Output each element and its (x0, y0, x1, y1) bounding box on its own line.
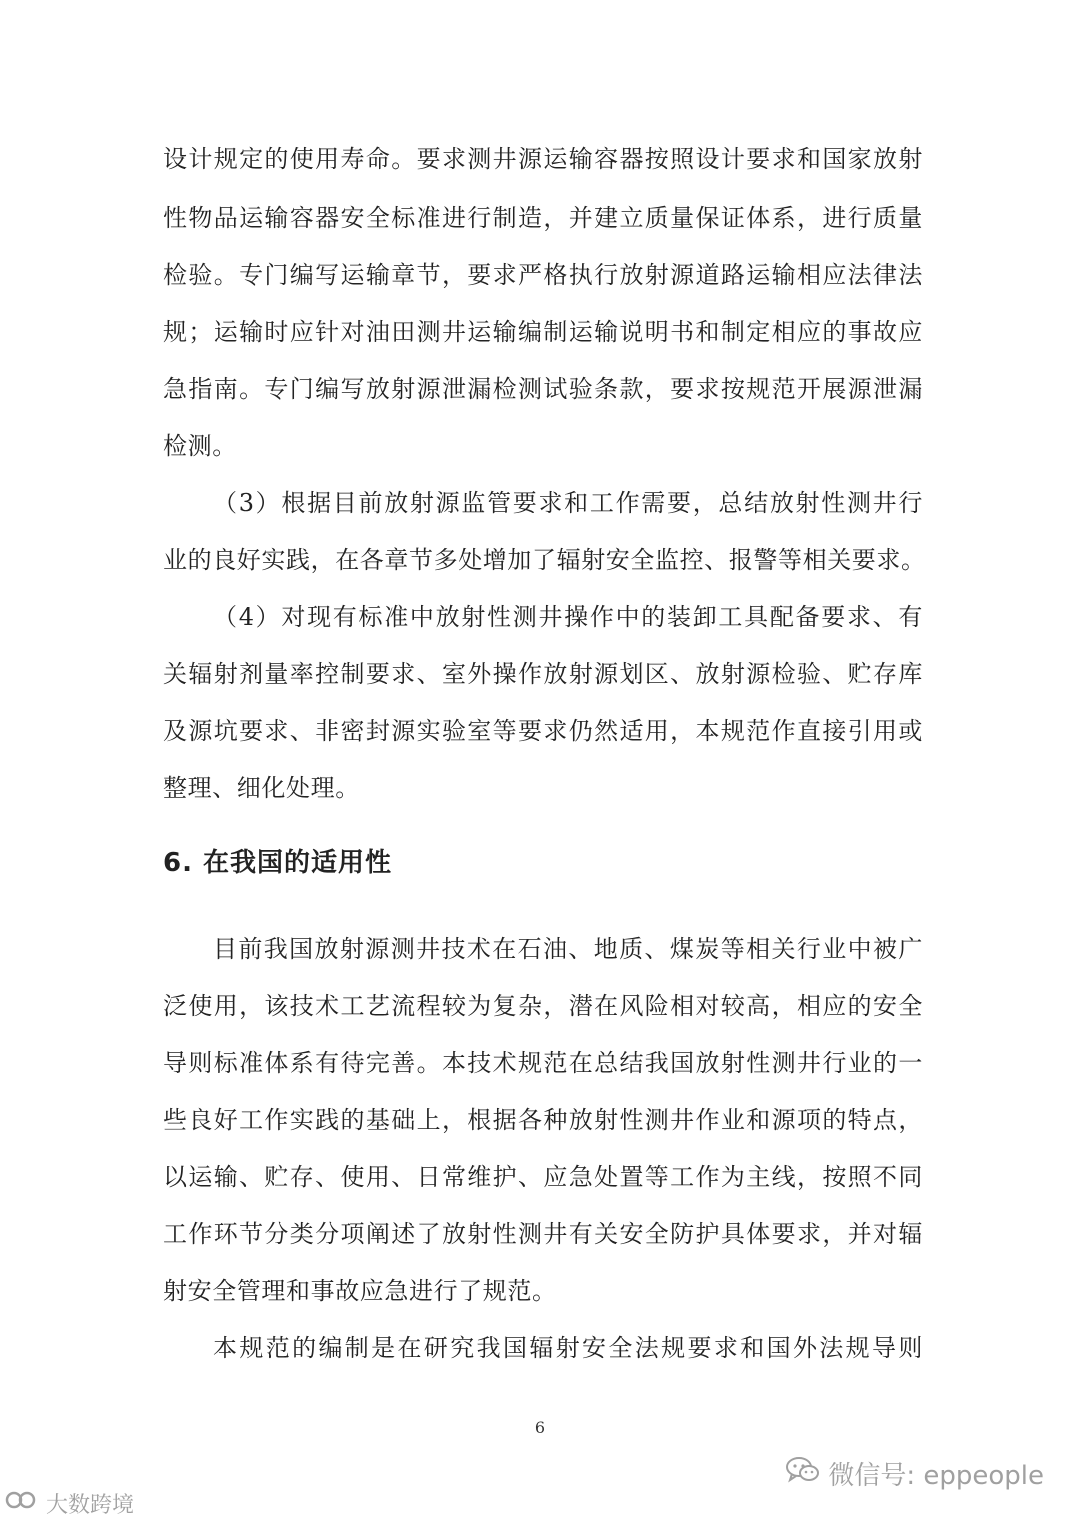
wechat-icon (786, 1456, 820, 1491)
paragraph-line: 以运输、贮存、使用、日常维护、应急处置等工作为主线，按照不同 (163, 1163, 923, 1191)
paragraph-line: 些良好工作实践的基础上，根据各种放射性测井作业和源项的特点， (163, 1106, 923, 1134)
section-heading: 6. 在我国的适用性 (163, 848, 393, 878)
paragraph-line: 业的良好实践，在各章节多处增加了辐射安全监控、报警等相关要求。 (163, 546, 926, 574)
paragraph-line: 设计规定的使用寿命。要求测井源运输容器按照设计要求和国家放射 (163, 145, 923, 173)
page-number: 6 (534, 1418, 546, 1437)
paragraph-line: 工作环节分类分项阐述了放射性测井有关安全防护具体要求，并对辐 (163, 1220, 923, 1248)
paragraph-line: 规；运输时应针对油田测井运输编制运输说明书和制定相应的事故应 (163, 318, 923, 346)
paragraph-line: 射安全管理和事故应急进行了规范。 (163, 1277, 557, 1305)
brand-logo-icon (4, 1487, 38, 1519)
wechat-id-text: 微信号: eppeople (828, 1461, 1044, 1491)
paragraph-line: 检验。专门编写运输章节，要求严格执行放射源道路运输相应法律法 (163, 261, 923, 289)
paragraph-line: （3）根据目前放射源监管要求和工作需要，总结放射性测井行 (213, 489, 923, 517)
paragraph-line: 检测。 (163, 432, 237, 460)
brand-name-text: 大数跨境 (46, 1492, 135, 1518)
paragraph-line: 目前我国放射源测井技术在石油、地质、煤炭等相关行业中被广 (213, 935, 923, 963)
paragraph-line: 及源坑要求、非密封源实验室等要求仍然适用，本规范作直接引用或 (163, 717, 923, 745)
paragraph-line: 急指南。专门编写放射源泄漏检测试验条款，要求按规范开展源泄漏 (163, 375, 923, 403)
paragraph-line: 整理、细化处理。 (163, 774, 360, 802)
brand-watermark (4, 1487, 134, 1519)
paragraph-line: 泛使用，该技术工艺流程较为复杂，潜在风险相对较高，相应的安全 (163, 992, 923, 1020)
wechat-watermark (786, 1455, 1044, 1492)
paragraph-line: （4）对现有标准中放射性测井操作中的装卸工具配备要求、有 (213, 603, 923, 631)
paragraph-line: 性物品运输容器安全标准进行制造，并建立质量保证体系，进行质量 (163, 204, 923, 232)
paragraph-line: 关辐射剂量率控制要求、室外操作放射源划区、放射源检验、贮存库 (163, 660, 923, 688)
paragraph-line: 导则标准体系有待完善。本技术规范在总结我国放射性测井行业的一 (163, 1049, 923, 1077)
paragraph-line: 本规范的编制是在研究我国辐射安全法规要求和国外法规导则 (213, 1334, 923, 1362)
